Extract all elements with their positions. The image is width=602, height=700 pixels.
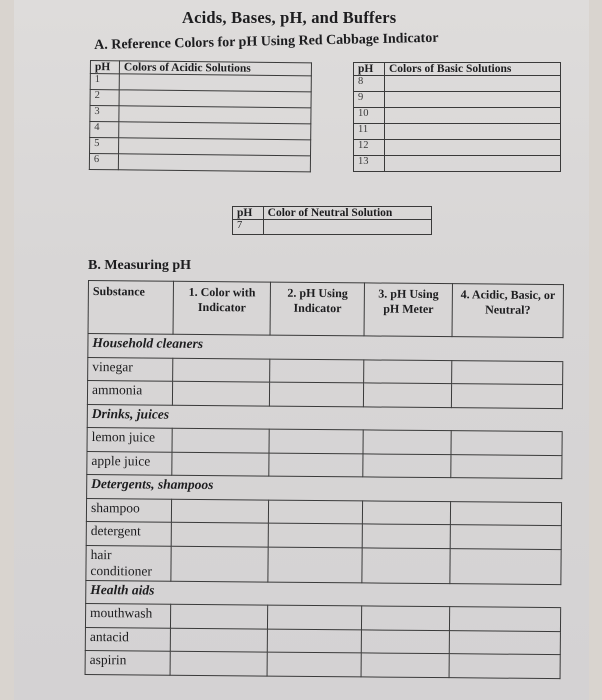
color-indicator-cell[interactable] [170,651,268,675]
color-indicator-cell[interactable] [173,358,271,382]
ph-meter-cell[interactable] [364,383,452,407]
ph-indicator-cell[interactable] [267,652,361,676]
color-indicator-cell[interactable] [172,381,270,405]
ph-meter-cell[interactable] [362,524,450,548]
ph-meter-cell[interactable] [363,453,451,477]
acid-color-header: Colors of Acidic Solutions [119,61,311,76]
acid-ph-cell: 6 [89,154,118,170]
substance-label: shampoo [86,498,171,522]
color-indicator-cell[interactable] [170,628,268,652]
col-ph-indicator: 2. pH Using Indicator [270,282,364,336]
color-indicator-cell[interactable] [170,604,268,628]
neutral-color-cell[interactable] [263,220,431,235]
worksheet-page [14,0,589,700]
classification-cell[interactable] [451,431,562,455]
substance-label: mouthwash [85,603,170,627]
category-label: Drinks, juices [87,404,562,432]
ph-indicator-cell[interactable] [270,359,364,383]
ph-indicator-cell[interactable] [269,429,363,453]
classification-cell[interactable] [450,607,561,631]
ph-meter-cell[interactable] [361,629,449,653]
classification-cell[interactable] [449,654,560,678]
col-color-indicator: 1. Color with Indicator [173,281,271,335]
acid-ph-header: pH [90,61,119,74]
ph-indicator-cell[interactable] [268,629,362,653]
basic-color-cell[interactable] [385,108,561,124]
basic-ph-cell: 12 [354,140,385,156]
neutral-ph-header: pH [233,207,264,220]
substance-label: hair conditioner [86,545,171,581]
color-indicator-cell[interactable] [171,546,269,582]
substance-label: detergent [86,521,171,545]
basic-color-cell[interactable] [385,76,561,92]
substance-label: antacid [85,627,170,651]
basic-colors-table [353,62,561,172]
ph-meter-cell[interactable] [364,359,452,383]
ph-indicator-cell[interactable] [269,523,363,547]
page-title: Acids, Bases, pH, and Buffers [182,8,397,27]
basic-color-header: Colors of Basic Solutions [385,63,561,76]
classification-cell[interactable] [452,384,563,408]
ph-meter-cell[interactable] [363,430,451,454]
ph-meter-cell[interactable] [361,653,449,677]
basic-color-cell[interactable] [385,156,561,172]
neutral-ph-cell: 7 [233,220,264,235]
ph-indicator-cell[interactable] [269,500,363,524]
acid-ph-cell: 1 [90,74,119,90]
basic-ph-cell: 10 [354,108,385,124]
substance-label: lemon juice [87,427,172,451]
ph-meter-cell[interactable] [362,500,450,524]
classification-cell[interactable] [449,630,560,654]
basic-color-cell[interactable] [385,92,561,108]
ph-meter-cell[interactable] [362,547,450,583]
neutral-color-table [232,206,432,235]
basic-ph-cell: 9 [354,92,385,108]
table-row [86,545,561,584]
table-row [85,650,560,678]
col-classification: 4. Acidic, Basic, or Neutral? [452,284,563,338]
classification-cell[interactable] [451,454,562,478]
basic-ph-cell: 11 [354,124,385,140]
substance-label: vinegar [88,357,173,381]
classification-cell[interactable] [450,525,561,549]
section-a-heading: A. Reference Colors for pH Using Red Cabbage Indicator [94,30,439,53]
basic-color-cell[interactable] [385,140,561,156]
color-indicator-cell[interactable] [171,522,269,546]
ph-meter-cell[interactable] [362,606,450,630]
classification-cell[interactable] [450,548,561,584]
substance-label: aspirin [85,650,170,674]
color-indicator-cell[interactable] [172,428,270,452]
neutral-color-header: Color of Neutral Solution [263,207,431,220]
acidic-colors-table [89,60,312,172]
substance-label: apple juice [87,451,172,475]
acid-ph-cell: 3 [90,106,119,122]
acid-ph-cell: 5 [90,138,119,154]
basic-color-cell[interactable] [385,124,561,140]
ph-indicator-cell[interactable] [268,605,362,629]
ph-indicator-cell[interactable] [269,453,363,477]
classification-cell[interactable] [452,360,563,384]
acid-color-cell[interactable] [118,154,310,172]
basic-ph-header: pH [354,63,385,76]
acid-ph-cell: 4 [90,122,119,138]
ph-indicator-cell[interactable] [268,547,362,583]
color-indicator-cell[interactable] [171,499,269,523]
acid-ph-cell: 2 [90,90,119,106]
category-label: Household cleaners [88,334,563,362]
col-ph-meter: 3. pH Using pH Meter [364,283,453,337]
basic-ph-cell: 13 [354,156,385,172]
substance-label: ammonia [87,381,172,405]
classification-cell[interactable] [451,501,562,525]
category-label: Detergents, shampoos [87,474,562,502]
color-indicator-cell[interactable] [172,452,270,476]
basic-ph-cell: 8 [354,76,385,92]
measuring-ph-table [85,280,564,679]
category-label: Health aids [86,580,561,608]
col-substance: Substance [88,281,173,335]
section-b-heading: B. Measuring pH [88,258,192,273]
ph-indicator-cell[interactable] [270,382,364,406]
